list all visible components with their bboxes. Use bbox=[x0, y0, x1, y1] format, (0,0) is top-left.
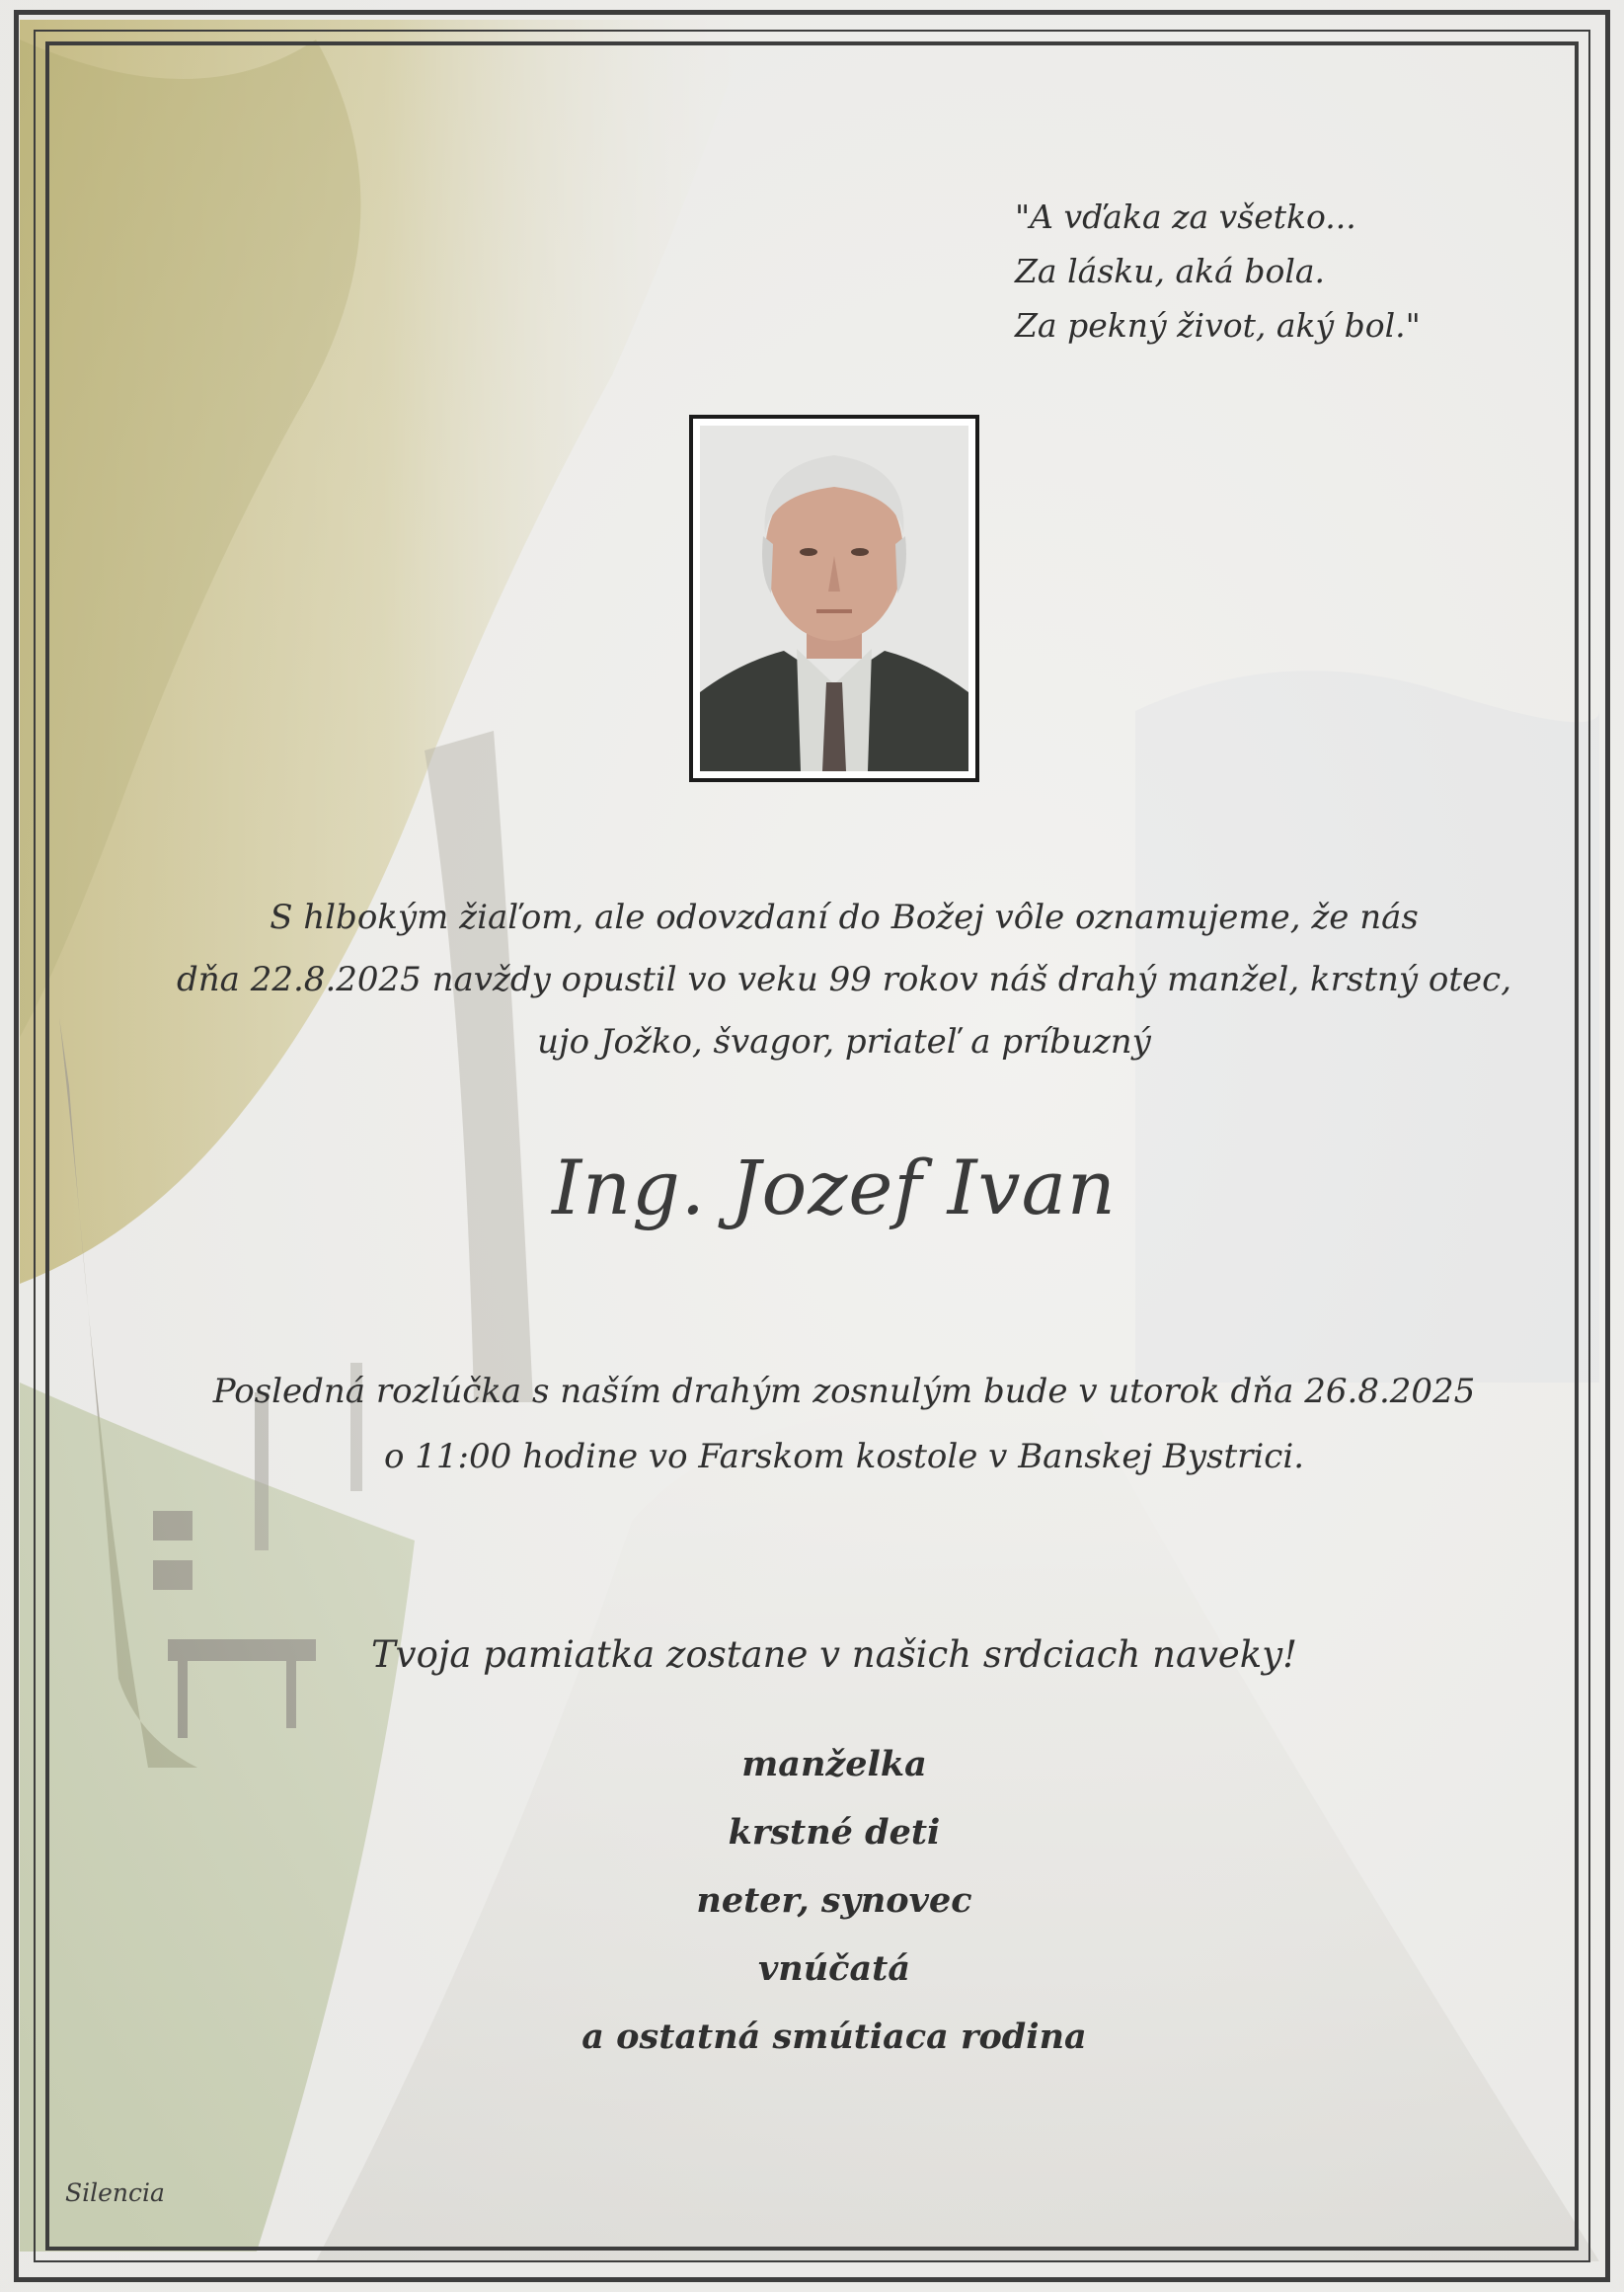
announcement-line: S hlbokým žiaľom, ale odovzdaní do Božej vôle oznamujeme, že nás bbox=[270, 898, 1419, 937]
farewell-line: o 11:00 hodine vo Farskom kostole v Banskej Bystrici. bbox=[383, 1437, 1305, 1476]
brand-mark: Silencia bbox=[65, 2178, 165, 2207]
mourner-item: manželka bbox=[741, 1744, 927, 1784]
mourner-item: vnúčatá bbox=[757, 1948, 911, 1989]
memorial-quote bbox=[1015, 190, 1421, 353]
deceased-name: Ing. Jozef Ivan bbox=[552, 1144, 1117, 1231]
funeral-details bbox=[158, 1359, 1530, 1489]
mourner-item: krstné deti bbox=[728, 1812, 941, 1853]
portrait-image bbox=[700, 426, 968, 771]
mourner-item: a ostatná smútiaca rodina bbox=[581, 2016, 1087, 2057]
announcement-line: dňa 22.8.2025 navždy opustil vo veku 99 rokov náš drahý manžel, krstný otec, bbox=[177, 960, 1511, 999]
quote-line: Za lásku, aká bola. bbox=[1015, 252, 1326, 290]
memory-line: Tvoja pamiatka zostane v našich srdciach naveky! bbox=[370, 1633, 1297, 1676]
farewell-line: Posledná rozlúčka s naším drahým zosnulým bude v utorok dňa 26.8.2025 bbox=[212, 1372, 1476, 1411]
mourners-list bbox=[296, 1730, 1372, 2071]
death-announcement bbox=[158, 887, 1530, 1073]
mourner-item: neter, synovec bbox=[696, 1880, 972, 1921]
announcement-line: ujo Jožko, švagor, priateľ a príbuzný bbox=[537, 1022, 1151, 1062]
quote-line: Za pekný život, aký bol." bbox=[1015, 306, 1421, 345]
portrait-photo bbox=[689, 415, 979, 782]
quote-line: "A vďaka za všetko... bbox=[1015, 198, 1356, 236]
